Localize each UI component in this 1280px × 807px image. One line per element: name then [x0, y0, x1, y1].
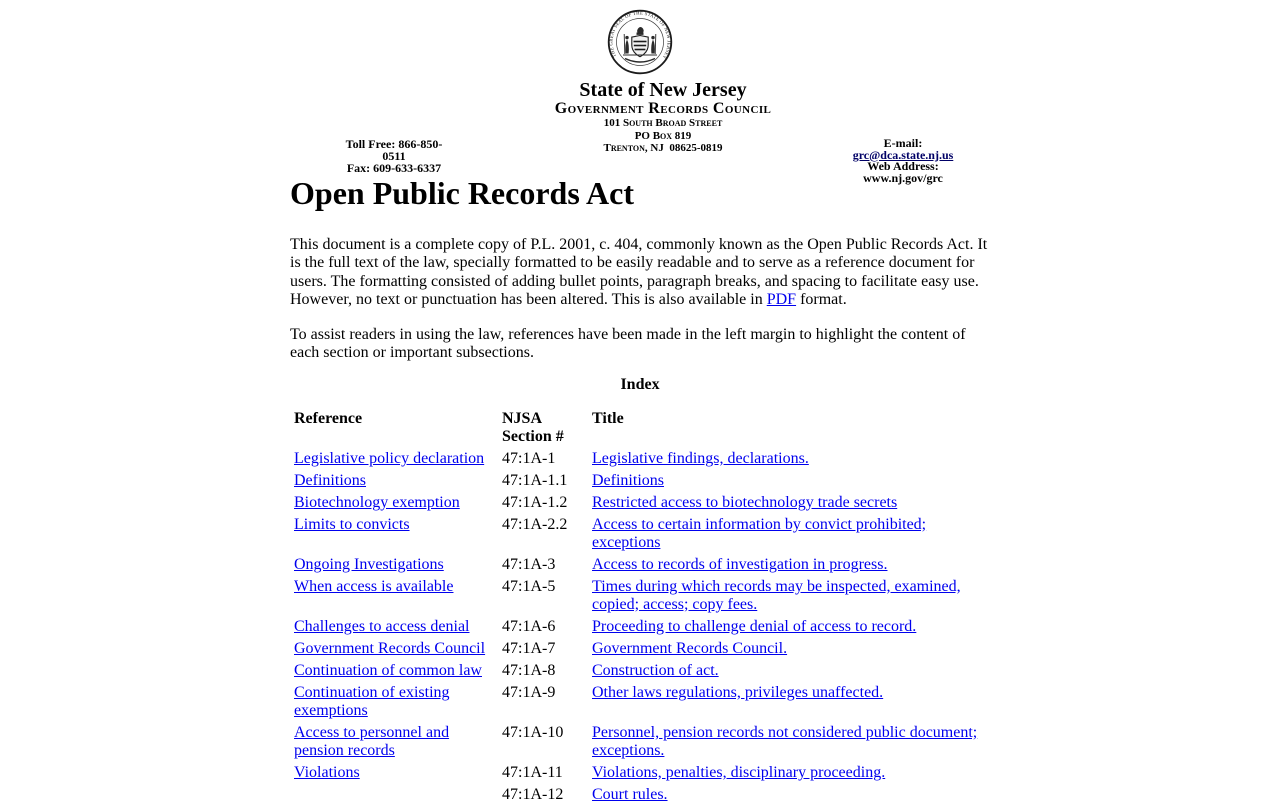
index-row: [292, 661, 990, 681]
reference-link[interactable]: Violations: [294, 763, 360, 781]
title-cell: [590, 617, 990, 637]
email-label: E-mail:: [883, 136, 923, 150]
title-cell: [590, 577, 990, 615]
title-link[interactable]: Restricted access to biotechnology trade secrets: [592, 493, 898, 511]
index-row: [292, 617, 990, 637]
reference-cell: [292, 785, 498, 805]
index-row: [292, 471, 990, 491]
title-cell: [590, 723, 990, 761]
intro-text-before: This document is a complete copy of P.L. 2001, c. 404, commonly known as the Open Public Records Act. It is the full text of the law, specially formatted to be easily readable and to serve as a reference document for users. The formatting consisted of adding bullet points, paragraph breaks, and spacing to facilitate easy use. However, no text or punctuation has been altered. This is also available in: [290, 236, 988, 309]
reference-link[interactable]: Continuation of existing exemptions: [294, 683, 450, 719]
reference-link[interactable]: When access is available: [294, 577, 454, 595]
title-cell: [590, 683, 990, 721]
intro-paragraph: [290, 236, 990, 310]
nj-state-seal-icon: [607, 9, 673, 75]
njsa-section-number: 47:1A-1.2: [502, 493, 568, 511]
title-cell: [590, 471, 990, 491]
reference-link[interactable]: Continuation of common law: [294, 661, 482, 679]
email-line: [842, 138, 964, 161]
index-row: [292, 555, 990, 575]
fax-number: Fax: 609-633-6337: [346, 161, 442, 175]
reference-cell: [292, 723, 498, 761]
address-street: 101 South Broad Street: [603, 117, 723, 129]
title-cell: [590, 515, 990, 553]
title-link[interactable]: Other laws regulations, privileges unaffected.: [592, 683, 884, 701]
column-header-njsa-section: NJSA Section #: [502, 409, 564, 445]
njsa-section-number: 47:1A-1.1: [502, 471, 568, 489]
title-cell: [590, 661, 990, 681]
index-row: [292, 723, 990, 761]
njsa-section-number: 47:1A-10: [502, 723, 564, 741]
index-row: [292, 763, 990, 783]
njsa-section-number: 47:1A-1: [502, 449, 556, 467]
title-link[interactable]: Definitions: [592, 471, 664, 489]
reference-link[interactable]: Limits to convicts: [294, 515, 410, 533]
njsa-section-number: 47:1A-8: [502, 661, 556, 679]
index-row: [292, 493, 990, 513]
title-cell: [590, 555, 990, 575]
column-header-reference: Reference: [294, 409, 363, 427]
njsa-section-number: 47:1A-6: [502, 617, 556, 635]
page-title: Open Public Records Act: [290, 175, 634, 211]
reference-cell: [292, 763, 498, 783]
reference-cell: [292, 661, 498, 681]
title-link[interactable]: Access to certain information by convict prohibited; exceptions: [592, 515, 927, 551]
index-row: [292, 449, 990, 469]
njsa-section-number: 47:1A-7: [502, 639, 556, 657]
title-link[interactable]: Court rules.: [592, 785, 668, 803]
njsa-section-number: 47:1A-5: [502, 577, 556, 595]
web-address-label: Web Address:: [867, 159, 939, 173]
reference-link[interactable]: Access to personnel and pension records: [294, 723, 450, 759]
email-link[interactable]: grc@dca.state.nj.us: [852, 147, 954, 162]
index-header-row: [292, 409, 990, 447]
column-header-title: Title: [592, 409, 624, 427]
njsa-section-number: 47:1A-12: [502, 785, 564, 803]
letterhead: [290, 0, 990, 185]
pdf-link[interactable]: PDF: [766, 291, 797, 309]
document-page: [290, 0, 990, 807]
reference-link[interactable]: Definitions: [294, 471, 366, 489]
reference-cell: [292, 639, 498, 659]
address-pobox: PO Box 819: [634, 129, 692, 142]
njsa-section-number: 47:1A-11: [502, 763, 563, 781]
title-link[interactable]: Proceeding to challenge denial of access to record.: [592, 617, 917, 635]
index-table: [290, 407, 992, 807]
njsa-section-number: 47:1A-3: [502, 555, 556, 573]
title-link[interactable]: Government Records Council.: [592, 639, 788, 657]
agency-identity: [555, 80, 772, 155]
svg-text:THE GREAT SEAL OF THE STATE OF: THE GREAT SEAL OF THE STATE OF NEW JERSEY: [609, 11, 671, 60]
title-cell: [590, 785, 990, 805]
assist-paragraph: To assist readers in using the law, references have been made in the left margin to highlight the content of each section or important subsections.: [290, 325, 966, 361]
phone-contact-block: [335, 138, 453, 174]
address-city: Trenton, NJ 08625-0819: [603, 142, 723, 154]
index-row: [292, 577, 990, 615]
title-link[interactable]: Personnel, pension records not considered public document; exceptions.: [592, 723, 978, 759]
reference-cell: [292, 617, 498, 637]
title-cell: [590, 763, 990, 783]
reference-link[interactable]: Biotechnology exemption: [294, 493, 460, 511]
online-contact-block: [842, 138, 964, 184]
title-cell: [590, 493, 990, 513]
intro-text-after: format.: [796, 291, 847, 309]
njsa-section-number: 47:1A-2.2: [502, 515, 568, 533]
title-link[interactable]: Construction of act.: [592, 661, 719, 679]
title-link[interactable]: Legislative findings, declarations.: [592, 449, 809, 467]
index-row: [292, 683, 990, 721]
reference-cell: [292, 555, 498, 575]
reference-cell: [292, 683, 498, 721]
agency-name: Government Records Council: [554, 100, 772, 117]
njsa-section-number: 47:1A-9: [502, 683, 556, 701]
title-link[interactable]: Access to records of investigation in progress.: [592, 555, 888, 573]
index-row: [292, 639, 990, 659]
reference-link[interactable]: Ongoing Investigations: [294, 555, 444, 573]
toll-free-number: Toll Free: 866-850-0511: [345, 137, 443, 163]
index-heading: Index: [620, 376, 660, 394]
reference-link[interactable]: Legislative policy declaration: [294, 449, 485, 467]
reference-cell: [292, 493, 498, 513]
title-cell: [590, 449, 990, 469]
reference-cell: [292, 471, 498, 491]
reference-cell: [292, 515, 498, 553]
state-name: State of New Jersey: [579, 79, 747, 101]
reference-link[interactable]: Challenges to access denial: [294, 617, 470, 635]
reference-cell: [292, 449, 498, 469]
index-row: [292, 785, 990, 805]
title-cell: [590, 639, 990, 659]
reference-cell: [292, 577, 498, 615]
title-link[interactable]: Violations, penalties, disciplinary proceeding.: [592, 763, 886, 781]
web-address-url: www.nj.gov/grc: [863, 170, 943, 185]
index-row: [292, 515, 990, 553]
title-link[interactable]: Times during which records may be inspected, examined, copied; access; copy fees.: [592, 577, 961, 613]
reference-link[interactable]: Government Records Council: [294, 639, 486, 657]
